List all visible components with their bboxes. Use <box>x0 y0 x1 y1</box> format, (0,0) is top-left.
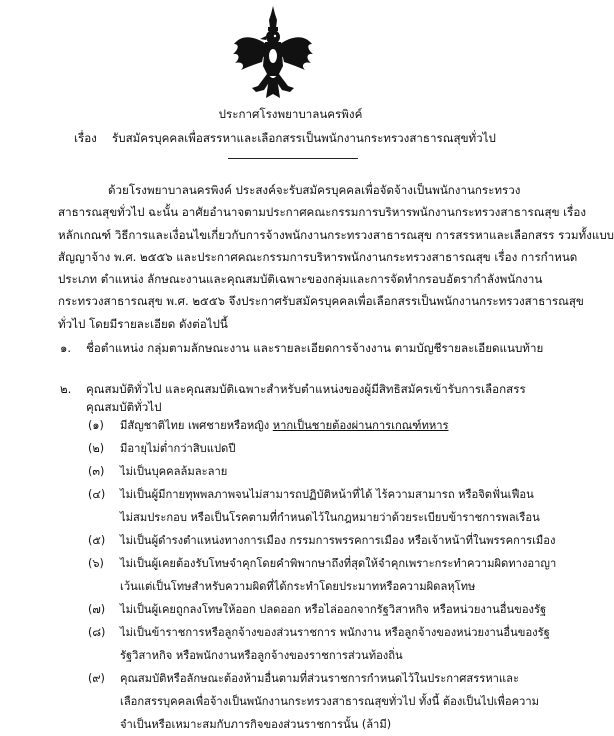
subject-label: เรื่อง <box>74 131 97 145</box>
item-text: รัฐวิสาหกิจ หรือพนักงานหรือลูกจ้างของราชการส่วนท้องถิ่น <box>120 649 403 662</box>
item-text: ไม่เป็นข้าราชการหรือลูกจ้างของส่วนราชการ พนักงาน หรือลูกจ้างของหน่วยงานอื่นของรัฐ <box>120 626 550 639</box>
qualification-item-continued <box>88 713 558 736</box>
item-text: มีสัญชาติไทย เพศชายหรือหญิง <box>120 419 273 432</box>
item-text: ไม่เป็นผู้ดำรงตำแหน่งทางการเมือง กรรมการพรรคการเมือง หรือเจ้าหน้าที่ในพรรคการเมือง <box>120 534 556 547</box>
qualification-item <box>88 598 558 621</box>
qualification-item <box>88 437 558 460</box>
section-2-text: คุณสมบัติทั่วไป และคุณสมบัติเฉพาะสำหรับตำแหน่งของผู้มีสิทธิสมัครเข้ารับการเลือกสรร <box>86 382 526 396</box>
item-text: ไม่เป็นบุคคลล้มละลาย <box>120 465 228 478</box>
qualification-item-continued <box>88 644 558 667</box>
item-number: (๙) <box>88 672 105 685</box>
section-2-number: ๒. <box>60 382 72 396</box>
item-number: (๓) <box>88 465 105 478</box>
intro-line: ด้วยโรงพยาบาลนครพิงค์ ประสงค์จะรับสมัครบุคคลเพื่อจัดจ้างเป็นพนักงานกระทรวง <box>108 183 521 197</box>
intro-line: ประเภท ตำแหน่ง ลักษณะงานและคุณสมบัติเฉพาะของกลุ่มและการจัดทำกรอบอัตรากำลังพนักงาน <box>58 272 543 287</box>
item-text: คุณสมบัติหรือลักษณะต้องห้ามอื่นตามที่ส่วนราชการกำหนดไว้ในประกาศสรรหาและ <box>120 672 519 685</box>
item-underlined-text: หากเป็นชายต้องผ่านการเกณฑ์ทหาร <box>272 419 449 432</box>
item-text: เลือกสรรบุคคลเพื่อจ้างเป็นพนักงานกระทรวงสาธารณสุขทั่วไป ทั้งนี้ ต้องเป็นไปเพื่อความ <box>120 695 539 708</box>
item-number: (๘) <box>88 626 106 639</box>
item-number: (๒) <box>88 442 105 455</box>
section-2-subheading: คุณสมบัติทั่วไป <box>86 400 162 414</box>
item-number: (๔) <box>88 488 106 501</box>
garuda-emblem-icon <box>232 6 314 100</box>
intro-paragraph <box>58 179 614 335</box>
qualification-list <box>88 414 558 736</box>
intro-line: สัญญาจ้าง พ.ศ. ๒๕๕๖ และประกาศคณะกรรมการบริหารพนักงานกระทรวงสาธารณสุข เรื่อง การกำหนด <box>58 249 578 264</box>
qualification-item <box>88 667 558 690</box>
qualification-item <box>88 414 558 437</box>
subject-text: รับสมัครบุคคลเพื่อสรรหาและเลือกสรรเป็นพนักงานกระทรวงสาธารณสุขทั่วไป <box>112 131 496 145</box>
qualification-item-continued <box>88 690 558 713</box>
announcement-title: ประกาศโรงพยาบาลนครพิงค์ <box>218 107 363 121</box>
item-text: ไม่เป็นผู้เคยต้องรับโทษจำคุกโดยคำพิพากษาถึงที่สุดให้จำคุกเพราะกระทำความผิดทางอาญา <box>120 557 557 570</box>
item-text: จำเป็นหรือเหมาะสมกับภารกิจของส่วนราชการนั้น (ล้ามี) <box>120 718 392 731</box>
intro-line: หลักเกณฑ์ วิธีการและเงื่อนไขเกี่ยวกับการจ้างพนักงานกระทรวงสาธารณสุข การสรรหาและเลือกสรร รวมทั้งแบบ <box>58 227 614 242</box>
qualification-item <box>88 529 558 552</box>
item-number: (๕) <box>88 534 106 547</box>
qualification-item <box>88 483 558 506</box>
qualification-item-continued <box>88 506 558 529</box>
item-number: (๗) <box>88 603 106 616</box>
item-number: (๖) <box>88 557 104 570</box>
qualification-item <box>88 460 558 483</box>
qualification-item-continued <box>88 575 558 598</box>
title-divider <box>228 158 358 159</box>
intro-line: สาธารณสุขทั่วไป ฉะนั้น อาศัยอำนาจตามประกาศคณะกรรมการบริหารพนักงานกระทรวงสาธารณสุข เรื่อง <box>58 205 586 220</box>
item-text: ไม่เป็นผู้มีกายทุพพลภาพจนไม่สามารถปฏิบัติหน้าที่ได้ ไร้ความสามารถ หรือจิตฟั่นเฟือน <box>120 488 534 501</box>
item-text: เว้นแต่เป็นโทษสำหรับความผิดที่ได้กระทำโดยประมาทหรือความผิดลหุโทษ <box>120 580 476 593</box>
section-1-text: ชื่อตำแหน่ง กลุ่มตามลักษณะงาน และรายละเอียดการจ้างงาน ตามบัญชีรายละเอียดแนบท้าย <box>86 341 544 355</box>
item-number: (๑) <box>88 419 104 432</box>
item-text: ไม่เป็นผู้เคยถูกลงโทษให้ออก ปลดออก หรือไล่ออกจากรัฐวิสาหกิจ หรือหน่วยงานอื่นของรัฐ <box>120 603 547 616</box>
subject-line <box>74 130 496 146</box>
item-text: ไม่สมประกอบ หรือเป็นโรคตามที่กำหนดไว้ในกฎหมายว่าด้วยระเบียบข้าราชการพลเรือน <box>120 511 540 524</box>
qualification-item <box>88 621 558 644</box>
item-text: มีอายุไม่ต่ำกว่าสิบแปดปี <box>120 442 236 455</box>
qualification-item <box>88 552 558 575</box>
intro-line: ทั่วไป โดยมีรายละเอียด ดังต่อไปนี้ <box>58 316 228 331</box>
intro-line: กระทรวงสาธารณสุข พ.ศ. ๒๕๕๖ จึงประกาศรับสมัครบุคคลเพื่อเลือกสรรเป็นพนักงานกระทรวงสาธารณสุข <box>58 294 584 309</box>
section-1-number: ๑. <box>60 341 72 355</box>
